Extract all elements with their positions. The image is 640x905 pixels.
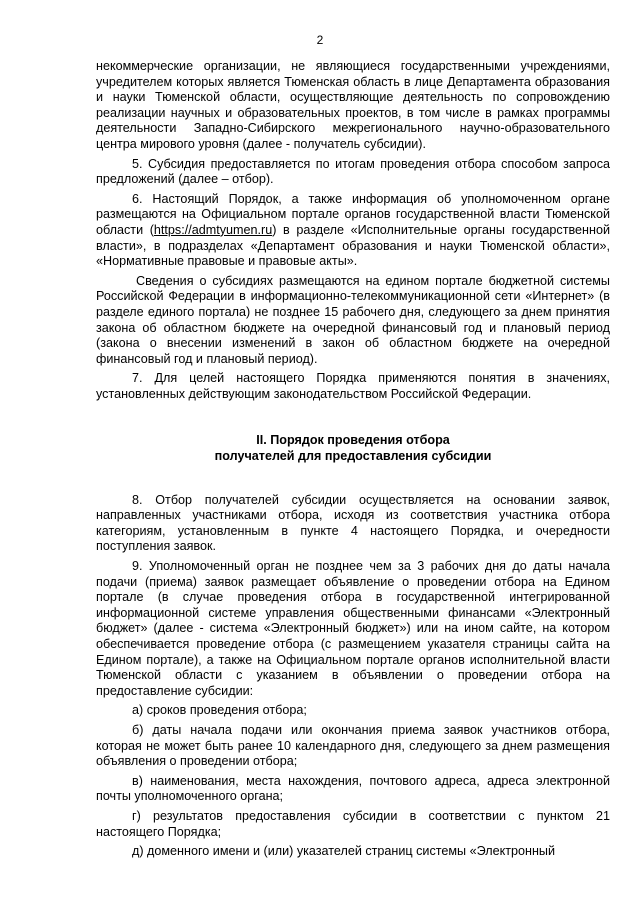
paragraph-subsidy-info: Сведения о субсидиях размещаются на едином портале бюджетной системы Российской Федерации в информационно-телекоммуникационной сети «Интернет» (в разделе единого портала) не позднее 15 рабочего дня, следующего за днем принятия закона об областном бюджете на очередной финансовый год и плановый период (закона о внесении изменений в закон об областном бюджете на очередной финансовый год и плановый период).: [96, 273, 610, 366]
paragraph-6: [96, 192, 610, 270]
paragraph-9: 9. Уполномоченный орган не позднее чем за 3 рабочих дня до даты начала подачи (приема) заявок размещает объявление о проведении отбора на Едином портале (в случае проведения отбора в государственной интегрированной информационной системе управления общественными финансами «Электронный бюджет» (далее - система «Электронный бюджет») или на ином сайте, на котором обеспечивается проведение отбора (с размещением указателя страницы сайта на Едином портале), а также на Официальном портале органов исполнительной власти Тюменской области с указанием в объявлении о проведении отбора на предоставление субсидии:: [96, 559, 610, 698]
portal-link[interactable]: https://admtyumen.ru: [153, 222, 273, 237]
list-item-d: д) доменного имени и (или) указателей страниц системы «Электронный: [132, 844, 556, 859]
document-body: [96, 59, 610, 860]
paragraph-6-text-b: ) в разделе «Исполнительные органы государственной власти», в подразделах «Департамент образования и науки Тюменской области», «Нормативные правовые и правовые акты».: [96, 222, 610, 269]
list-item-v: в) наименования, места нахождения, почтового адреса, адреса электронной почты уполномоченного органа;: [96, 773, 610, 804]
list-item-g: г) результатов предоставления субсидии в соответствии с пунктом 21 настоящего Порядка;: [96, 808, 610, 839]
paragraph-5: 5. Субсидия предоставляется по итогам проведения отбора способом запроса предложений (далее – отбор).: [96, 156, 610, 187]
paragraph-6-text-a: 6. Настоящий Порядок, а также информация об уполномоченном органе размещаются на Официальном портале органов государственной власти Тюменской области (: [96, 191, 610, 237]
list-item-a: а) сроков проведения отбора;: [132, 703, 307, 718]
section-heading-line-1: II. Порядок проведения отбора: [256, 433, 450, 448]
list-item-b: б) даты начала подачи или окончания приема заявок участников отбора, которая не может быть ранее 10 календарного дня, следующего за днем размещения объявления о проведении отбора;: [96, 722, 610, 769]
paragraph-intro: некоммерческие организации, не являющиеся государственными учреждениями, учредителем которых является Тюменская область в лице Департамента образования и науки Тюменской области, осуществляющие деятельность по сопровождению реализации научных и образовательных проектов, в том числе в рамках программы деятельности Западно-Сибирского межрегионального научно-образовательного центра мирового уровня (далее - получатель субсидии).: [96, 59, 610, 151]
section-heading-line-2: получателей для предоставления субсидии: [214, 449, 492, 464]
paragraph-7: 7. Для целей настоящего Порядка применяются понятия в значениях, установленных действующим законодательством Российской Федерации.: [96, 371, 610, 401]
paragraph-8: 8. Отбор получателей субсидии осуществляется на основании заявок, направленных участниками отбора, исходя из соответствия участника отбора категориям, установленным в пункте 4 настоящего Порядка, и очередности поступления заявок.: [96, 492, 610, 554]
page-number: 2: [316, 33, 324, 47]
section-heading: [96, 433, 610, 464]
